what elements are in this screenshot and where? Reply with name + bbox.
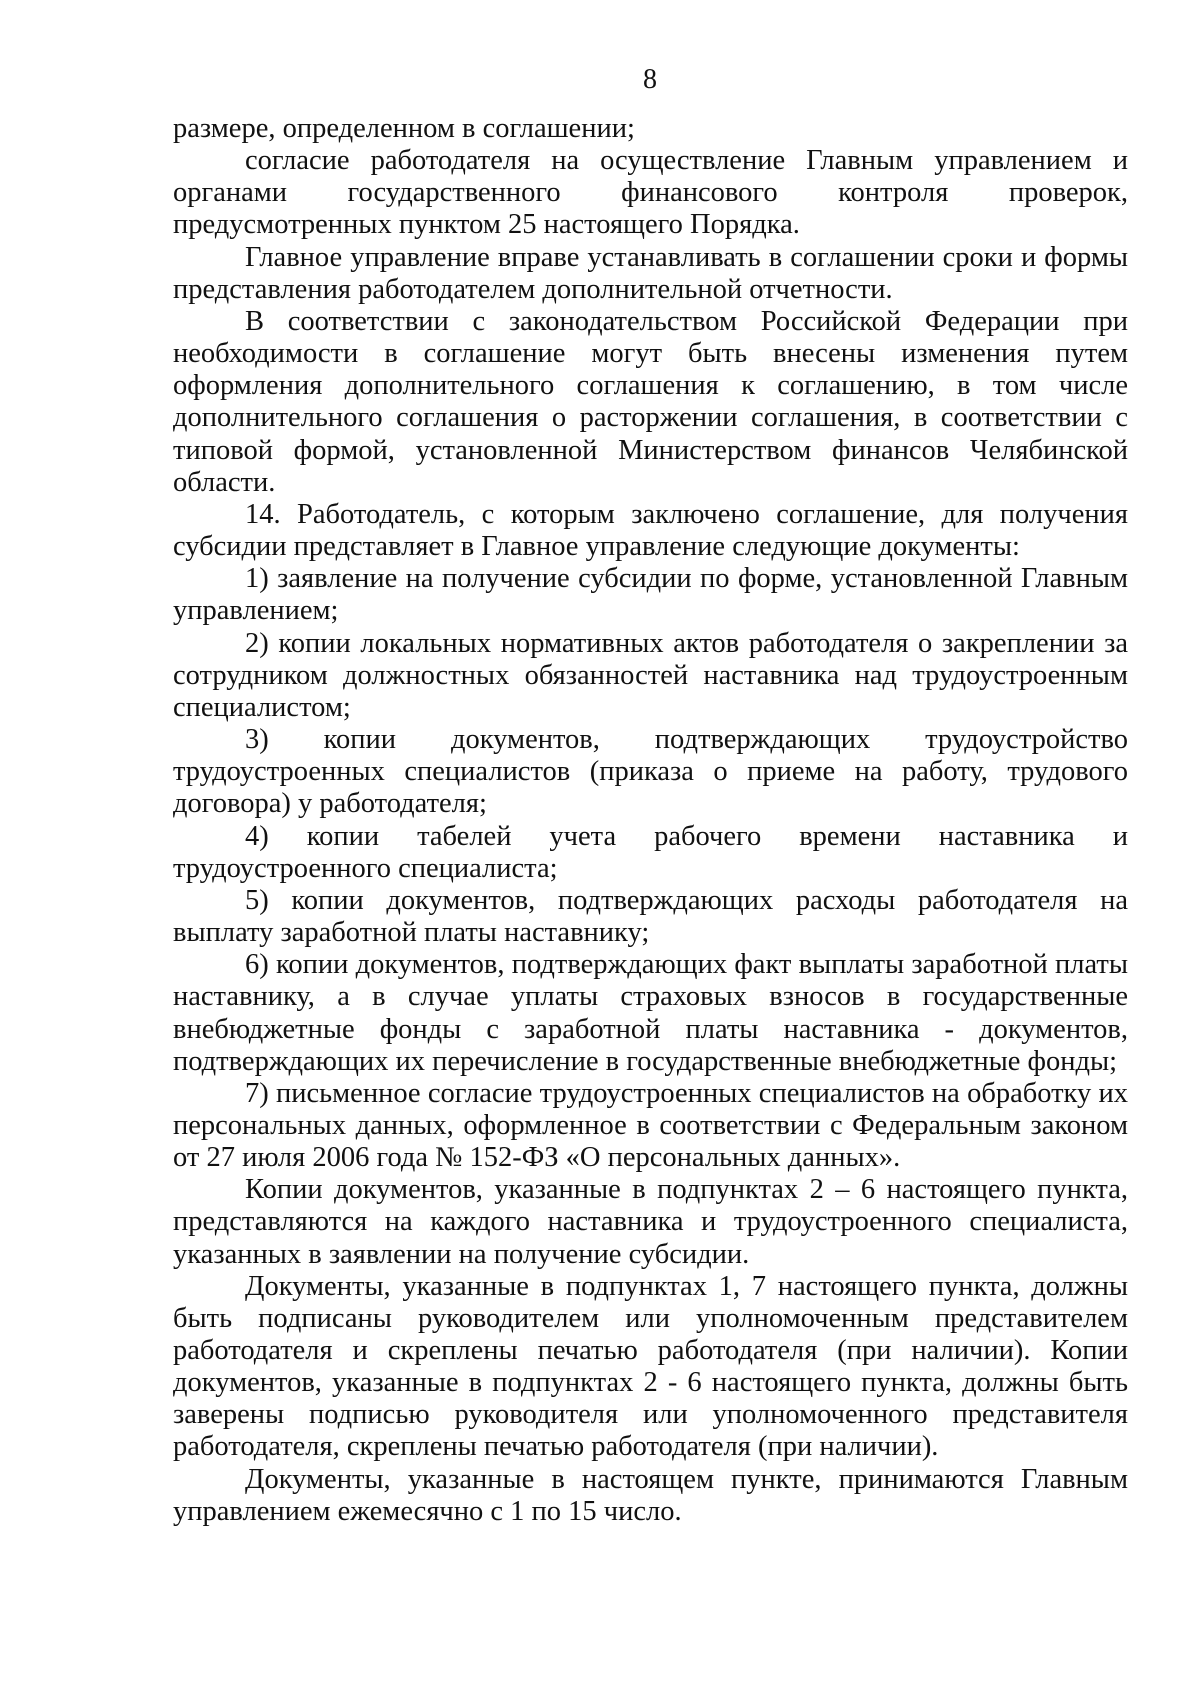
paragraph: 14. Работодатель, с которым заключено соглашение, для получения субсидии представляет в Главное управление следующие документы: bbox=[173, 498, 1128, 562]
paragraph: Документы, указанные в подпунктах 1, 7 настоящего пункта, должны быть подписаны руководителем или уполномоченным представителем работодателя и скреплены печатью работодателя (при наличии). Копии документов, указанные в подпунктах 2 - 6 настоящего пункта, должны быть заверены подписью руководителя или уполномоченного представителя работодателя, скреплены печатью работодателя (при наличии). bbox=[173, 1270, 1128, 1463]
paragraph: Копии документов, указанные в подпунктах 2 – 6 настоящего пункта, представляются на каждого наставника и трудоустроенного специалиста, указанных в заявлении на получение субсидии. bbox=[173, 1174, 1128, 1270]
list-item: 5) копии документов, подтверждающих расходы работодателя на выплату заработной платы наставнику; bbox=[173, 884, 1128, 949]
list-item: 4) копии табелей учета рабочего времени наставника и трудоустроенного специалиста; bbox=[173, 820, 1128, 884]
list-item: 6) копии документов, подтверждающих факт выплаты заработной платы наставнику, а в случае уплаты страховых взносов в государственные внебюджетные фонды с заработной платы наставника - документов, подтверждающих их перечисление в государственные внебюджетные фонды; bbox=[173, 949, 1128, 1077]
list-item: 7) письменное согласие трудоустроенных специалистов на обработку их персональных данных, оформленное в соответствии с Федеральным законом от 27 июля 2006 года № 152-ФЗ «О персональных данных». bbox=[173, 1077, 1128, 1174]
paragraph: размере, определенном в соглашении; bbox=[173, 113, 635, 144]
paragraph: Документы, указанные в настоящем пункте, принимаются Главным управлением ежемесячно с 1 по 15 число. bbox=[173, 1463, 1128, 1527]
paragraph: Главное управление вправе устанавливать в соглашении сроки и формы представления работодателем дополнительной отчетности. bbox=[173, 241, 1128, 305]
paragraph: В соответствии с законодательством Российской Федерации при необходимости в соглашение могут быть внесены изменения путем оформления дополнительного соглашения к соглашению, в том числе дополнительного соглашения о расторжении соглашения, в соответствии с типовой формой, установленной Министерством финансов Челябинской области. bbox=[173, 306, 1128, 498]
page-number: 8 bbox=[643, 64, 657, 95]
list-item: 1) заявление на получение субсидии по форме, установленной Главным управлением; bbox=[173, 563, 1128, 627]
list-item: 3) копии документов, подтверждающих трудоустройство трудоустроенных специалистов (приказа о приеме на работу, трудового договора) у работодателя; bbox=[173, 724, 1128, 820]
document-body bbox=[173, 113, 1128, 1528]
list-item: 2) копии локальных нормативных актов работодателя о закреплении за сотрудником должностных обязанностей наставника над трудоустроенным специалистом; bbox=[173, 627, 1128, 723]
paragraph: согласие работодателя на осуществление Главным управлением и органами государственного финансового контроля проверок, предусмотренных пунктом 25 настоящего Порядка. bbox=[173, 145, 1128, 241]
